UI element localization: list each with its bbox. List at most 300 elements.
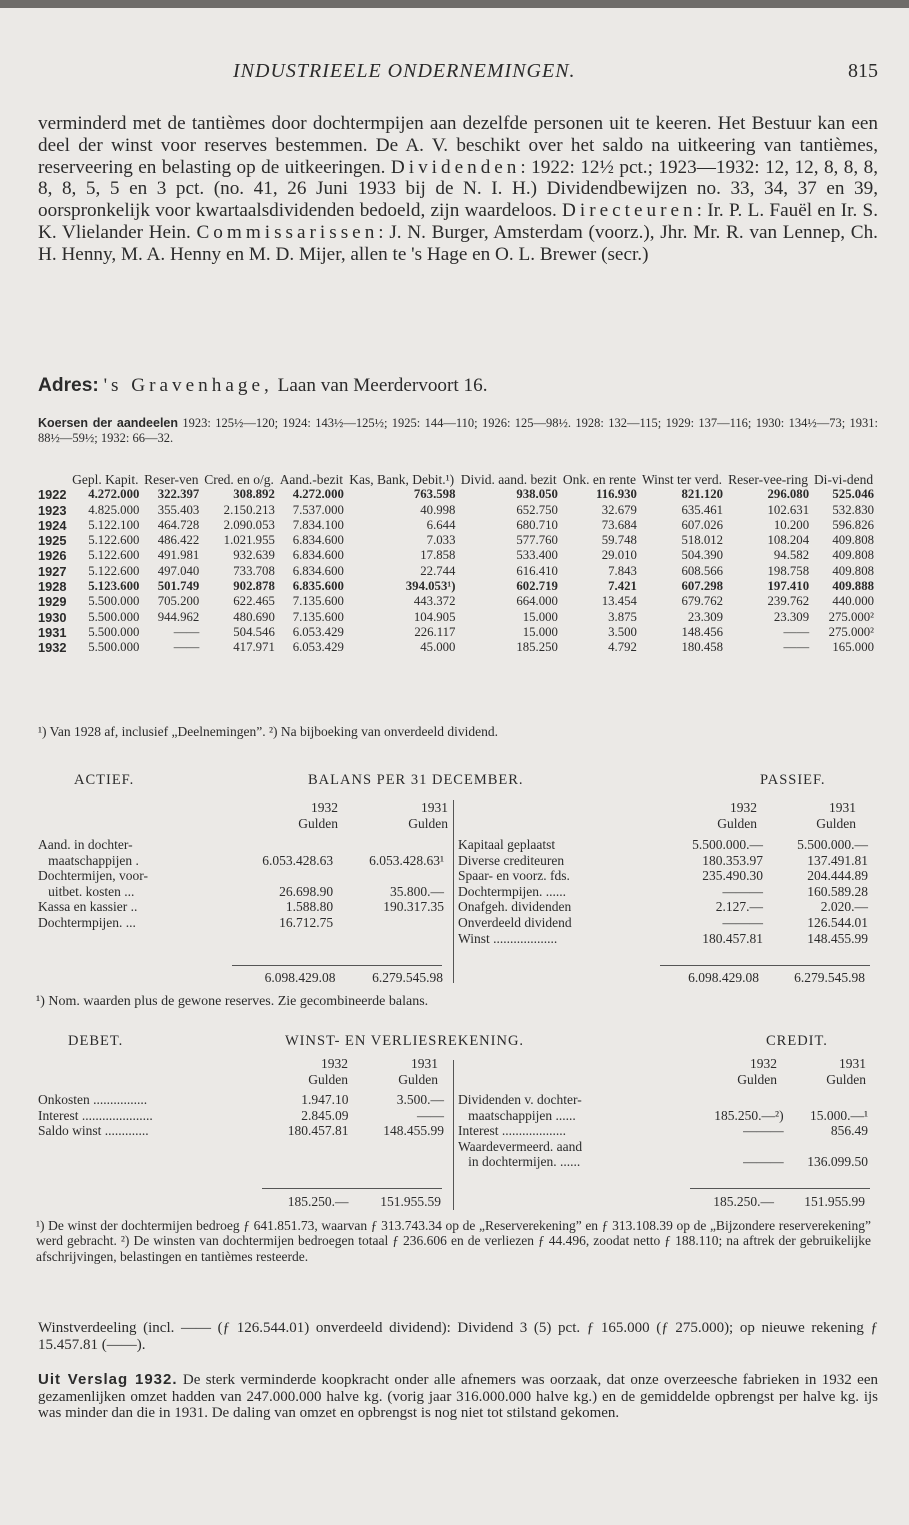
dividend-table [36, 472, 876, 656]
balans-passief [456, 837, 870, 946]
table-cell: 635.461 [681, 502, 724, 517]
page-number: 815 [848, 60, 878, 82]
ledger-label: Onafgeh. dividenden [458, 899, 572, 915]
year-2: 1931 [829, 800, 856, 815]
table-cell: 532.830 [832, 502, 874, 517]
table-cell: 45.000 [420, 640, 456, 655]
koersen-line [38, 416, 878, 447]
table-cell: 6.053.429 [292, 624, 344, 639]
ledger-value: 2.845.09 [301, 1107, 349, 1123]
table-cell: 239.762 [767, 594, 810, 609]
row-year: 1924 [38, 517, 67, 533]
ledger-value: 15.000.—¹ [809, 1107, 868, 1123]
table-cell: 409.888 [832, 579, 874, 594]
table-cell: —— [783, 640, 810, 655]
address-line [38, 375, 878, 397]
table-cell: 40.998 [420, 502, 456, 517]
row-year: 1929 [38, 594, 67, 610]
table-cell: 226.117 [414, 624, 456, 639]
dividend-footnote: ¹) Van 1928 af, inclusief „Deelnemingen”. ²) Na bijboeking van onverdeeld dividend. [38, 724, 498, 739]
ledger-value: 185.250.—²) [714, 1107, 784, 1123]
table-cell: —— [173, 640, 200, 655]
table-cell: 94.582 [773, 548, 810, 563]
debet-years [260, 1056, 440, 1087]
table-cell: 148.456 [681, 624, 724, 639]
year-1: 1932 [311, 800, 338, 815]
ledger-value: 148.455.99 [383, 1123, 444, 1139]
table-cell: 440.000 [832, 594, 874, 609]
debet-label: DEBET. [68, 1033, 124, 1049]
ledger-row [36, 915, 446, 931]
ledger-row [456, 868, 870, 884]
koersen-label: Koersen der aandeelen [38, 416, 179, 430]
table-cell: 417.971 [233, 640, 275, 655]
table-row [36, 503, 876, 518]
ledger-label: Interest ................... [458, 1123, 566, 1139]
table-cell: 6.644 [426, 517, 456, 532]
table-cell: 679.762 [681, 594, 724, 609]
ledger-value [690, 1139, 786, 1155]
ledger-value: 180.353.97 [702, 852, 763, 868]
ledger-label: Onverdeeld dividend [458, 914, 572, 930]
ledger-value: ——— [722, 914, 763, 930]
adres-street: Laan van Meerdervoort 16. [277, 375, 488, 396]
table-cell: 6.835.600 [292, 579, 344, 594]
ledger-label: Waardevermeerd. aand [458, 1138, 583, 1154]
ledger-value [690, 1092, 786, 1108]
table-cell: 322.397 [157, 487, 200, 502]
total-p2: 6.279.545.98 [794, 970, 865, 985]
table-cell: 275.000² [828, 609, 874, 624]
ledger-label: Dochtermpijen. ... [38, 914, 136, 930]
ledger-label: Kapitaal geplaatst [458, 837, 556, 852]
table-cell: 13.454 [601, 594, 637, 609]
table-cell: 7.537.000 [292, 502, 344, 517]
intro-text-2: : 1922: 12½ pct.; 1923—1932: 12, 12, 8, 8, 8, 8, 8, 5, 5 en 3 pct. (no. 41, 26 Juni 1933 bij de N. I. H.) Dividendbewijzen no. 33, 34, 37 en 39, oorspronkelijk voor kwartaalsdividenden bedoeld, zijn waardeloos. [38, 156, 879, 222]
ledger-row [456, 1139, 870, 1155]
table-cell: 680.710 [516, 517, 558, 532]
table-cell: 486.422 [157, 533, 200, 548]
balans-divider [453, 800, 454, 983]
table-cell: 5.500.000 [88, 609, 140, 624]
ledger-row [456, 1154, 870, 1170]
table-cell: 5.123.600 [88, 579, 140, 594]
table-cell: 577.760 [516, 533, 558, 548]
row-year: 1926 [38, 548, 67, 564]
table-cell: 932.639 [233, 548, 275, 563]
winst-title: WINST- EN VERLIESREKENING. [285, 1033, 525, 1049]
table-cell: 185.250 [516, 640, 558, 655]
table-cell: 165.000 [832, 640, 874, 655]
intro-text-4: : J. N. Burger, Amsterdam (voorz.), Jhr. Mr. R. van Lennep, Ch. H. Henny, M. A. Henny en M. D. Mijer, allen te 's Hage en O. L. Brewer (secr.) [38, 221, 878, 265]
table-cell: 902.878 [233, 579, 275, 594]
table-cell: 3.500 [608, 624, 637, 639]
verslag-label: Uit Verslag 1932. [38, 1371, 178, 1388]
table-cell: 6.834.600 [292, 563, 344, 578]
directeuren-label: Directeuren [562, 200, 697, 222]
balans-title: BALANS PER 31 DECEMBER. [308, 772, 524, 788]
table-cell: 7.834.100 [292, 517, 344, 532]
ledger-label: Dividenden v. dochter- [458, 1092, 582, 1107]
table-cell: 5.500.000 [88, 640, 140, 655]
ledger-value: ——— [743, 1123, 784, 1139]
ledger-value [335, 915, 446, 931]
intro-paragraph [38, 113, 878, 266]
table-cell: 622.465 [233, 594, 275, 609]
table-cell: 497.040 [157, 563, 200, 578]
table-cell: 409.808 [832, 533, 874, 548]
balans-actief-years [230, 800, 450, 831]
year-2: 1931 [839, 1056, 866, 1071]
actief-label: ACTIEF. [74, 772, 135, 788]
unit-1: Gulden [737, 1071, 777, 1087]
ledger-row [36, 868, 446, 884]
row-year: 1930 [38, 609, 67, 625]
ledger-label: Dochtermpijen. ...... [458, 883, 566, 899]
table-cell: 23.309 [687, 609, 724, 624]
ledger-row [456, 1123, 870, 1139]
debet-side [36, 1092, 446, 1139]
ledger-value: 6.053.428.63¹ [369, 852, 444, 868]
ledger-row [36, 884, 446, 900]
ledger-value: 35.800.— [390, 883, 444, 899]
table-cell: 525.046 [832, 487, 874, 502]
table-cell: 664.000 [516, 594, 558, 609]
table-cell: 22.744 [420, 563, 456, 578]
table-cell: 6.053.429 [292, 640, 344, 655]
table-cell: 180.458 [681, 640, 724, 655]
total-p1: 6.098.429.08 [688, 970, 759, 985]
table-cell: 7.421 [608, 579, 637, 594]
total-c1: 185.250.— [713, 1194, 774, 1209]
winst-footnote: ¹) De winst der dochtermijen bedroeg ƒ 641.851.73, waarvan ƒ 313.743.34 op de „Reserverekening” en ƒ 313.108.39 op de „Bijzondere reserverekening” werd gebracht. ²) De winsten van dochtermijen bedroegen totaal ƒ 236.606 en de verliezen ƒ 44.496, zoodat netto ƒ 188.110; na aftrek der gebruikelijke afschrijvingen, belastingen en tantièmes resteerde. [36, 1218, 871, 1264]
table-cell: 2.150.213 [223, 502, 275, 517]
ledger-value: 26.698.90 [279, 883, 334, 899]
intro-text-3: : Ir. P. L. Fauël en Ir. S. K. Vlielander Hein. [38, 200, 878, 243]
table-cell: 108.204 [767, 533, 810, 548]
table-cell: 763.598 [413, 487, 456, 502]
table-cell: 7.135.600 [292, 594, 344, 609]
table-cell: 464.728 [157, 517, 200, 532]
table-cell: 355.403 [157, 502, 200, 517]
table-cell: 607.298 [681, 579, 724, 594]
table-row [36, 533, 876, 548]
passief-label: PASSIEF. [760, 772, 826, 788]
table-cell: 4.272.000 [88, 487, 140, 502]
table-cell: 5.122.100 [88, 517, 140, 532]
ledger-value: 126.544.01 [807, 914, 868, 930]
winst-divider [453, 1060, 454, 1210]
dividend-col-header: Kas, Bank, Debit.¹) [349, 472, 455, 487]
table-row [36, 625, 876, 640]
unit-1: Gulden [308, 1071, 348, 1087]
ledger-value: 5.500.000.— [692, 837, 763, 852]
unit-2: Gulden [816, 815, 856, 831]
page-top-edge [0, 0, 909, 8]
ledger-label: Kassa en kassier .. [38, 899, 138, 915]
ledger-value: 2.127.— [715, 899, 763, 915]
table-cell: 938.050 [516, 487, 558, 502]
year-1: 1932 [321, 1056, 348, 1071]
table-cell: 3.875 [608, 609, 637, 624]
ledger-row [36, 899, 446, 915]
table-cell: 7.843 [608, 563, 637, 578]
credit-side [456, 1092, 870, 1170]
table-cell: 652.750 [516, 502, 558, 517]
unit-2: Gulden [408, 815, 448, 831]
ledger-value [230, 837, 335, 853]
row-year: 1932 [38, 640, 67, 656]
table-cell: 491.981 [157, 548, 200, 563]
table-cell: 10.200 [773, 517, 810, 532]
running-title: INDUSTRIEELE ONDERNEMINGEN. [233, 60, 576, 82]
table-cell: —— [783, 624, 810, 639]
table-cell: 821.120 [681, 487, 724, 502]
passief-totals [655, 970, 867, 986]
ledger-label: in dochtermijen. ...... [458, 1154, 581, 1170]
ledger-row [456, 837, 870, 853]
ledger-value: 190.317.35 [383, 899, 444, 915]
table-cell: 504.390 [681, 548, 724, 563]
table-cell: 308.892 [233, 487, 275, 502]
credit-years [690, 1056, 868, 1087]
dividend-col-header [36, 472, 69, 487]
year-1: 1932 [730, 800, 757, 815]
balans-actief [36, 837, 446, 931]
table-cell: 504.546 [233, 624, 275, 639]
table-cell: 73.684 [601, 517, 637, 532]
table-row [36, 518, 876, 533]
ledger-label: uitbet. kosten ... [38, 883, 135, 899]
ledger-value: ——— [743, 1154, 784, 1170]
ledger-label: Spaar- en voorz. fds. [458, 868, 570, 884]
unit-2: Gulden [398, 1071, 438, 1087]
table-row [36, 579, 876, 594]
dividend-col-header: Di-vi-dend [813, 472, 874, 487]
table-cell: —— [173, 624, 200, 639]
table-cell: 394.053¹) [405, 579, 456, 594]
ledger-value: 2.020.— [820, 899, 868, 915]
koersen-text: 1923: 125½—120; 1924: 143½—125½; 1925: 144—110; 1926: 125—98½. 1928: 132—115; 1929: 137—116; 1930: 134½—73; 1931: 88½—59½; 1932: 66—32. [38, 416, 878, 446]
debet-total-rule [262, 1188, 442, 1189]
commissarissen-label: Commissarissen [196, 221, 379, 243]
unit-1: Gulden [717, 815, 757, 831]
table-cell: 5.122.600 [88, 548, 140, 563]
table-cell: 596.826 [832, 517, 874, 532]
ledger-row [456, 899, 870, 915]
row-year: 1922 [38, 487, 67, 503]
ledger-value [335, 868, 446, 884]
table-cell: 275.000² [828, 624, 874, 639]
ledger-value: 180.457.81 [702, 930, 763, 946]
dividend-col-header: Reser-vee-ring [728, 472, 809, 487]
table-cell: 17.858 [420, 548, 456, 563]
row-year: 1931 [38, 624, 67, 640]
ledger-row [456, 1108, 870, 1124]
ledger-value: 16.712.75 [279, 914, 334, 930]
table-cell: 409.808 [832, 563, 874, 578]
table-cell: 116.930 [596, 487, 637, 502]
table-cell: 480.690 [233, 609, 275, 624]
balans-passief-years [660, 800, 858, 831]
ledger-value: ——— [722, 883, 763, 899]
year-2: 1931 [411, 1056, 438, 1071]
total-d2: 151.955.59 [380, 1194, 441, 1209]
table-cell: 198.758 [767, 563, 810, 578]
row-year: 1923 [38, 502, 67, 518]
table-row [36, 564, 876, 579]
table-cell: 4.272.000 [292, 487, 344, 502]
total-a2: 6.279.545.98 [372, 970, 443, 985]
ledger-value: 1.947.10 [301, 1092, 349, 1107]
ledger-label: Onkosten ................ [38, 1092, 148, 1107]
ledger-value: 1.588.80 [285, 899, 334, 915]
ledger-label: Saldo winst ............. [38, 1123, 149, 1139]
ledger-label: Interest ..................... [38, 1107, 153, 1123]
table-cell: 533.400 [516, 548, 558, 563]
table-cell: 616.410 [516, 563, 558, 578]
ledger-row [456, 915, 870, 931]
table-cell: 197.410 [767, 579, 810, 594]
table-cell: 602.719 [516, 579, 558, 594]
ledger-row [456, 931, 870, 947]
ledger-value: 3.500.— [396, 1092, 444, 1107]
page-header [38, 60, 878, 88]
actief-totals [230, 970, 445, 986]
table-cell: 7.033 [426, 533, 456, 548]
passief-total-rule [660, 965, 870, 966]
table-cell: 443.372 [413, 594, 456, 609]
ledger-label: Winst ................... [458, 930, 558, 946]
table-cell: 4.792 [608, 640, 637, 655]
ledger-row [456, 1092, 870, 1108]
verslag-text: De sterk verminderde koopkracht onder alle afnemers was oorzaak, dat onze overzeesche fabrieken in 1932 een gezamenlijken omzet hadden van 247.000.000 halve kg. (vorig jaar 316.000.000 halve kg.) en de gemiddelde opbrengst per halve kg. ijs was minder dan die in 1931. De daling van omzet en opbrengst is nog niet tot stilstand gekomen. [38, 1372, 878, 1421]
debet-totals [258, 1194, 443, 1210]
table-cell: 5.122.600 [88, 563, 140, 578]
dividend-col-header: Cred. en o/g. [204, 472, 274, 487]
credit-label: CREDIT. [766, 1033, 828, 1049]
table-cell: 23.309 [773, 609, 810, 624]
actief-total-rule [232, 965, 442, 966]
ledger-row [36, 1123, 446, 1139]
table-cell: 4.825.000 [88, 502, 140, 517]
dividend-col-header: Aand.-bezit [279, 472, 344, 487]
ledger-value: 204.444.89 [807, 868, 868, 884]
table-cell: 6.834.600 [292, 548, 344, 563]
ledger-label: Dochtermijen, voor- [38, 868, 148, 884]
total-c2: 151.955.99 [804, 1194, 865, 1209]
table-cell: 102.631 [767, 502, 810, 517]
adres-city: 's Gravenhage, [103, 375, 273, 396]
adres-label: Adres: [38, 375, 99, 396]
unit-1: Gulden [298, 815, 338, 831]
dividend-table-body [36, 487, 876, 655]
year-2: 1931 [421, 800, 448, 815]
table-cell: 104.905 [413, 609, 456, 624]
table-row [36, 487, 876, 502]
table-cell: 608.566 [681, 563, 724, 578]
ledger-value: 6.053.428.63 [262, 852, 334, 868]
dividend-col-header: Onk. en rente [562, 472, 636, 487]
ledger-row [36, 853, 446, 869]
ledger-row [456, 884, 870, 900]
table-cell: 5.500.000 [88, 594, 140, 609]
ledger-value: 180.457.81 [287, 1123, 349, 1139]
dividend-col-header: Gepl. Kapit. [72, 472, 139, 487]
ledger-value [786, 1139, 870, 1155]
credit-total-rule [690, 1188, 870, 1189]
table-row [36, 594, 876, 609]
dividend-col-header: Winst ter verd. [641, 472, 723, 487]
ledger-label: Diverse crediteuren [458, 852, 565, 868]
dividend-table-header [36, 472, 876, 487]
ledger-label: maatschappijen ...... [458, 1107, 576, 1123]
table-cell: 409.808 [832, 548, 874, 563]
table-cell: 1.021.955 [223, 533, 275, 548]
total-a1: 6.098.429.08 [264, 970, 336, 985]
total-d1: 185.250.— [287, 1194, 349, 1209]
balans-footnote: ¹) Nom. waarden plus de gewone reserves. Zie gecombineerde balans. [36, 994, 429, 1009]
table-cell: 296.080 [767, 487, 810, 502]
table-row [36, 548, 876, 563]
ledger-value [230, 868, 335, 884]
dividend-col-header: Divid. aand. bezit [460, 472, 557, 487]
ledger-value [335, 837, 446, 853]
ledger-label: maatschappijen . [38, 852, 139, 868]
table-cell: 705.200 [157, 594, 200, 609]
table-cell: 5.500.000 [88, 624, 140, 639]
ledger-value: 160.589.28 [807, 883, 868, 899]
table-cell: 29.010 [601, 548, 637, 563]
intro-text-1: verminderd met de tantièmes door dochtermpijen aan dezelfde personen uit te keeren. Het Bestuur kan een deel der winst voor reserves bestemmen. De A. V. beschikt over het saldo na uitkeering van tantièmes, reserveering en belasting op de uitkeeringen. [38, 113, 878, 178]
ledger-row [456, 853, 870, 869]
ledger-value: 856.49 [830, 1123, 868, 1139]
verslag-paragraph [38, 1372, 878, 1422]
ledger-row [36, 1092, 446, 1108]
year-1: 1932 [750, 1056, 777, 1071]
ledger-value: 136.099.50 [807, 1154, 868, 1170]
table-cell: 518.012 [681, 533, 724, 548]
row-year: 1928 [38, 579, 67, 595]
dividenden-label: Dividenden [390, 156, 521, 178]
table-row [36, 640, 876, 655]
ledger-value [786, 1092, 870, 1108]
winstverdeeling: Winstverdeeling (incl. —— (ƒ 126.544.01) onverdeeld dividend): Dividend 3 (5) pct. ƒ 165.000 (ƒ 275.000); op nieuwe rekening ƒ 15.457.81 (——). [38, 1320, 878, 1353]
unit-2: Gulden [826, 1071, 866, 1087]
credit-totals [685, 1194, 867, 1210]
ledger-label: Aand. in dochter- [38, 837, 133, 852]
ledger-value: 148.455.99 [807, 930, 868, 946]
table-cell: 15.000 [522, 609, 558, 624]
row-year: 1927 [38, 563, 67, 579]
ledger-row [36, 837, 446, 853]
table-cell: 15.000 [522, 624, 558, 639]
ledger-value: 235.490.30 [702, 868, 763, 884]
table-cell: 7.135.600 [292, 609, 344, 624]
ledger-value: 5.500.000.— [797, 837, 868, 852]
table-cell: 501.749 [157, 579, 200, 594]
ledger-value: 137.491.81 [807, 852, 868, 868]
table-cell: 6.834.600 [292, 533, 344, 548]
dividend-col-header: Reser-ven [144, 472, 199, 487]
table-cell: 5.122.600 [88, 533, 140, 548]
table-cell: 733.708 [233, 563, 275, 578]
table-cell: 944.962 [157, 609, 200, 624]
table-cell: 32.679 [601, 502, 637, 517]
table-row [36, 610, 876, 625]
ledger-row [36, 1108, 446, 1124]
row-year: 1925 [38, 533, 67, 549]
